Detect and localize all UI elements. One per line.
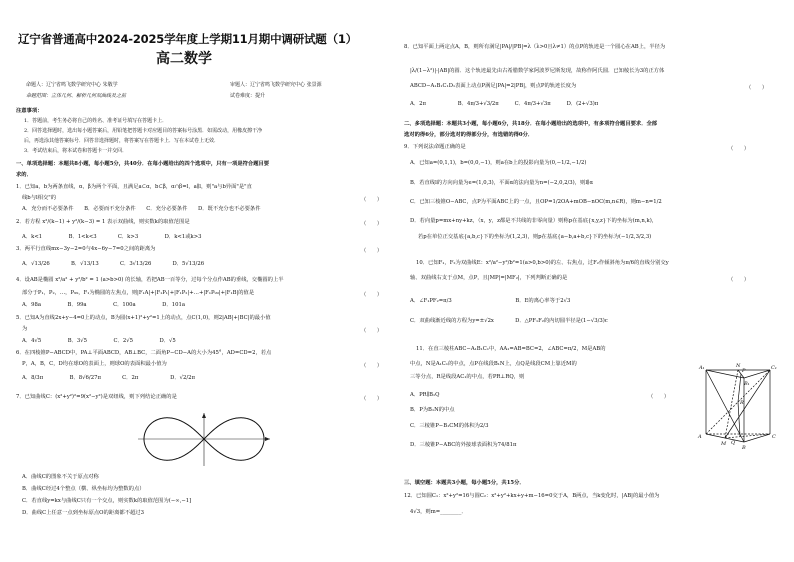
- author-left: 命题人：辽宁省鸣飞数学研究中心 朱敬学: [26, 82, 118, 88]
- q5-line1: 5．已知A为直线2x+y−4=0上的动点，B为圆(x+1)²+y²=1上的动点，点C(1,0)，则2|AB|+|BC|的最小值: [16, 315, 271, 321]
- label-c: C: [772, 434, 776, 440]
- q3-answer-paren: （ ）: [361, 248, 383, 254]
- q6-options: A．8/3π B．8√6/27π C．2π D．√2/2π: [22, 375, 196, 381]
- q4-options: A．98a B．99a C．100a D．101a: [22, 302, 185, 308]
- right-column: [404, 0, 778, 562]
- q11-line2: 中点，N是A₁C₁的中点，点P在线段B₁N上，点Q是线段CM上靠近M的: [410, 361, 577, 367]
- q4-line2: 部分于P₁，P₂，…，P₉₉，F₁为椭圆的左焦点，则|F₁A|+|F₁P₁|+|F₁P₂|+…+|F₁P₉₉|+|F₁B|的值是: [22, 290, 255, 296]
- q7-answer-paren: （ ）: [361, 396, 383, 402]
- label-b: B: [742, 445, 746, 450]
- note-1: 1．答题前，考生务必将自己的姓名、准考证号填写在答题卡上．: [24, 118, 168, 124]
- q1-answer-paren: （ ）: [361, 197, 383, 203]
- x-axis-arrow: [265, 437, 270, 441]
- q7-option-b: B．曲线C经过4个整点（横、纵坐标均为整数的点）: [22, 486, 145, 492]
- q7-option-d: D．曲线C上任意一点到坐标原点O的距离都不超过3: [22, 510, 144, 516]
- q4-answer-paren: （ ）: [361, 292, 383, 298]
- section1-heading: 一、单项选择题：本题共8小题，每小题5分，共40分．在每小题给出的四个选项中，只有一项是符合题目要: [16, 161, 270, 167]
- note-2: 2．回答选择题时，选出每小题答案后，用铅笔把答题卡对应题目的答案标号涂黑．如需改动，用橡皮擦干净: [24, 128, 263, 134]
- label-n: N: [736, 363, 741, 369]
- q10-options-cd: C．双曲线渐近线的方程为y=±√2x D．△PF₁F₂的内切圆半径是(1−√3/3)c: [410, 318, 608, 324]
- left-column: [16, 0, 388, 562]
- scope-right: 试卷难度：提升: [230, 93, 266, 99]
- y-axis-arrow: [202, 413, 206, 418]
- subject-title: 高二数学: [156, 51, 212, 67]
- label-p: P: [742, 368, 746, 374]
- section1-heading2: 求的．: [16, 172, 32, 178]
- q12-line2: 4√3，则m=________．: [410, 509, 467, 515]
- q2-options: A．k<1 B．1<k<3 C．k>3 D．k<1或k>3: [22, 234, 202, 240]
- q3-stem: 3．两平行直线mx−3y−2=0与4x−6y−7=0之间的距离为: [16, 246, 156, 252]
- q9-stem: 9．下列说法命题正确的是: [404, 144, 466, 150]
- q1-options: A．充分而不必要条件 B．必要而不充分条件 C．充分必要条件 D．既不充分也不必要条件: [22, 206, 261, 212]
- label-a1: A₁: [699, 365, 705, 371]
- q10-line1: 10．已知F₁，F₂为双曲线E：x²/a²−y²/b²=1(a>0,b>0)的左、右焦点，过F₂作倾斜角为π/6的直线分别交y: [416, 260, 669, 266]
- q6-answer-paren: （ ）: [361, 363, 383, 369]
- section2-heading: 二、多项选择题：本题共3小题，每小题6分，共18分．在每小题给出的选项中，有多项符合题目要求．全部: [404, 121, 658, 127]
- q9-option-c: C．已知三棱锥O−ABC，点P为平面ABC上的一点，且OP=1/2OA+mOB−nOC(m,n∈R)，则m−n=1/2: [410, 199, 662, 205]
- q2-stem: 2．若方程 x²/(k−1) + y²/(k−3) = 1 表示双曲线，则实数k的取值范围是: [16, 219, 190, 225]
- q11-answer-paren: （ ）: [648, 394, 670, 400]
- q11-line1: 11．在直三棱柱ABC−A₁B₁C₁中，AA₁=AB=BC=2，∠ABC=π/2，M是AB的: [416, 346, 606, 352]
- q10-answer-paren: （ ）: [728, 277, 750, 283]
- q8-line2: |λ/(1−λ²)|·|AB|的圆．这个轨迹最先由古希腊数学家阿波罗尼斯发现，故称作阿氏圆．已知棱长为3的正方体: [410, 68, 665, 74]
- note-3: 3．考试结束后，将本试卷和答题卡一并交回．: [24, 148, 128, 154]
- q8-answer-paren: （ ）: [746, 85, 768, 91]
- lemniscate-figure: [134, 410, 274, 468]
- q11-option-b: B．P为B₁N的中点: [410, 407, 455, 413]
- q8-line1: 8．已知平面上两定点A，B，则所有满足|PA|/|PB|=λ（λ>0且λ≠1）的点P的轨迹是一个圆心在AB上，半径为: [404, 44, 666, 50]
- q8-options: A．2π B．4π/3+√3/2π C．4π/3+√3π D．(2+√3)π: [410, 101, 599, 107]
- q2-answer-paren: （ ）: [361, 221, 383, 227]
- exam-title: 辽宁省普通高中2024-2025学年度上学期11月期中调研试题（1）: [18, 32, 357, 46]
- q1-line2: 线b与l相交"的: [22, 195, 57, 201]
- q11-option-a: A．PR∥B₁Q: [410, 392, 440, 398]
- section2-heading2: 选对的得6分，部分选对的得部分分，有选错的得0分．: [404, 132, 534, 138]
- prism-edges: [706, 370, 770, 442]
- author-right: 审题人：辽宁省鸣飞数学研究中心 张景源: [230, 82, 322, 88]
- q11-option-d: D．三棱锥P−ABC的外接球表面积为74/81π: [410, 442, 517, 448]
- label-m: M: [721, 441, 727, 447]
- q3-options: A．√13/26 B．√13/13 C．3√13/26 D．5√13/26: [22, 261, 205, 267]
- q10-line2: 轴、双曲线右支于点M，点P，且|MP|=|MF₂|，下列判断正确的是: [410, 275, 568, 281]
- q9-answer-paren: （ ）: [728, 146, 750, 152]
- q5-options: A．4√5 B．3√5 C．2√5 D．√5: [22, 338, 176, 344]
- scope-left: 命题范围：立体几何、解析几何双曲线及之前: [26, 93, 127, 99]
- q11-line3: 三等分点，R是线段AC₁的中点，若PR⊥RQ，则: [410, 374, 525, 380]
- label-c1: C₁: [771, 365, 777, 371]
- q8-line3: ABCD−A₁B₁C₁D₁表面上动点P满足|PA|=2|PB|，则点P的轨迹长度为: [410, 83, 577, 89]
- q9-option-b: B．若直线l的方向向量为e=(1,0,3)，平面α的法向量为n=(−2,0,2/3)，则l∥α: [410, 180, 594, 186]
- q7-option-c: C．若直线y=kx与曲线C只有一个交点，则实数k的取值范围为(−∞,−1]: [22, 498, 192, 504]
- q9-option-d-2: 若p在单位正交基底{a,b,c}下的坐标为(1,2,3)，则p在基底{a−b,a+b,c}下的坐标为(−1/2,3/2,3): [418, 234, 652, 240]
- q7-option-a: A．曲线C的图象不关于原点对称: [22, 474, 99, 480]
- q9-option-d-1: D．若向量p=mx+ny+kz，（x，y，z都是不共线的非零向量）则称p在基底{x,y,z}下的坐标为(m,n,k)，: [410, 218, 658, 224]
- notes-heading: 注意事项：: [16, 108, 43, 114]
- q7-stem: 7．已知曲线C：(x²+y²)²=9(x²−y²)是双纽线，则下列结论正确的是: [16, 394, 177, 400]
- prism-figure: [696, 358, 778, 450]
- label-r: R: [740, 400, 744, 406]
- label-a: A: [698, 434, 702, 440]
- q5-answer-paren: （ ）: [361, 328, 383, 334]
- q6-line1: 6．在四棱锥P−ABCD中，PA⊥平面ABCD，AB⊥BC，二面角P−CD−A的大小为45°，AD=CD=2，若点: [16, 350, 272, 356]
- label-q: Q: [731, 440, 736, 446]
- q1-line1: 1．已知a，b为两条直线，α，β为两个平面，且满足a⊂α，b⊂β，α∩β=l，a∥l，则"a与b异面"是"直: [16, 184, 252, 190]
- q11-option-c: C．三棱锥P−B₁CM的体积为2/3: [410, 423, 489, 429]
- q6-line2: P，A，B，C，D均在球O的表面上，则球O的表面积最小值为: [22, 361, 167, 367]
- q12-line1: 12．已知圆C₁：x²+y²=16与圆C₂：x²+y²+kx+y+m−16=0交于A，B两点，当k变化时，|AB|的最小值为: [404, 493, 660, 499]
- q4-line1: 4．设AB是椭圆 x²/a² + y²/b² = 1 (a>b>0) 的长轴，若把AB一百等分，过每个分点作AB的垂线，交椭圆的上半: [16, 277, 284, 283]
- note-2b: 后，再选涂其他答案标号．回答非选择题时，将答案写在答题卡上．写在本试卷上无效．: [24, 138, 220, 144]
- section3-heading: 三、填空题：本题共3小题，每小题5分，共15分．: [404, 480, 525, 486]
- label-b1: B₁: [744, 381, 750, 387]
- q5-line2: 为: [22, 326, 28, 332]
- q10-options-ab: A．∠F₁PF₂=π/3 B．E的离心率等于2√3: [410, 298, 571, 304]
- q9-option-a: A．已知a=(0,1,1)，b=(0,0,−1)，则a在b上的投影向量为(0,−1/2,−1/2): [410, 160, 587, 166]
